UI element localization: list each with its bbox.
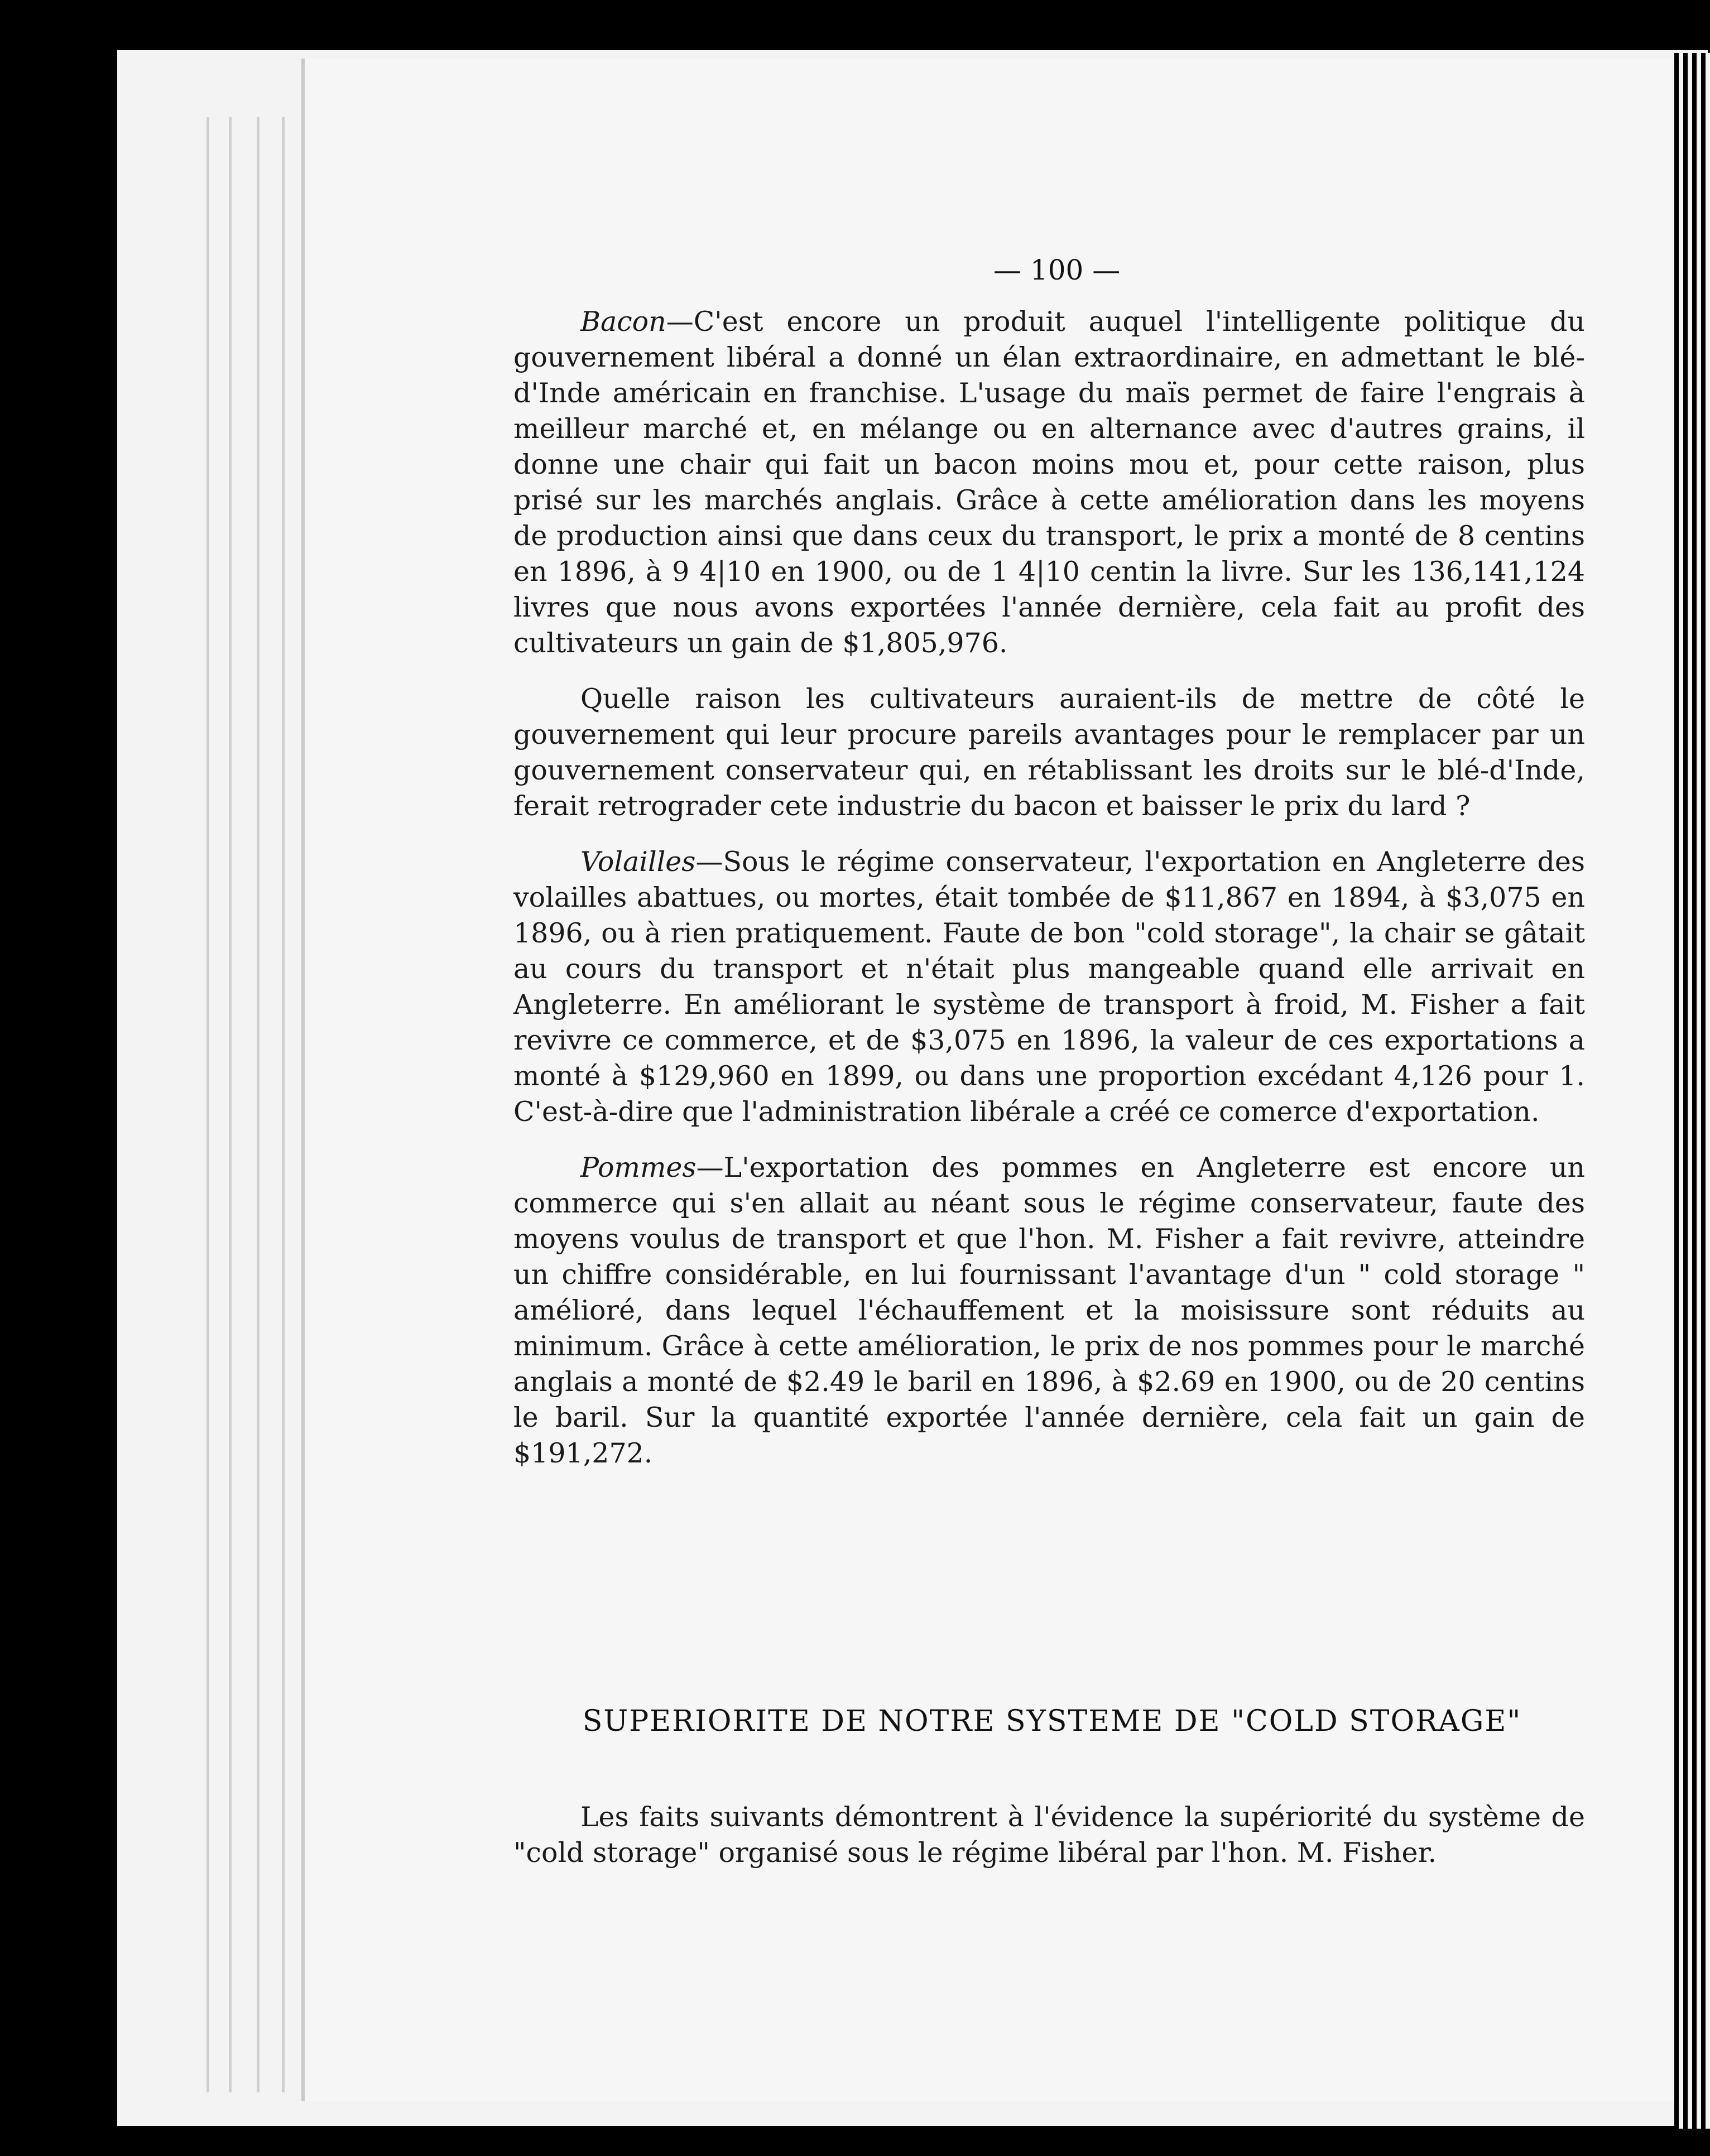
paragraph-closing: Les faits suivants démontrent à l'évidence la supériorité du système de "cold storage" organisé sous le régime libéral par l'hon. M. Fisher. [513, 1801, 1585, 1869]
binding-edge [1674, 53, 1710, 2129]
paragraph-lead: Bacon [580, 306, 666, 338]
closing-text [513, 1799, 1585, 1871]
paragraph-lead: Volailles [580, 846, 696, 878]
page-edge [229, 117, 232, 2092]
paragraph-pommes [513, 1150, 1585, 1471]
paragraph-volailles [513, 844, 1585, 1130]
paragraph-text: —L'exportation des pommes en Angleterre est encore un commerce qui s'en allait au néant sous le régime conservateur, faute des moyens voulus de transport et que l'hon. M. Fisher a fait revivre, atteindre un chiffre considérable, en lui fournissant l'avantage d'un " cold storage " amélioré, dans lequel l'échauffement et la moisissure sont réduits au minimum. Grâce à cette amélioration, le prix de nos pommes pour le marché anglais a monté de $2.49 le baril en 1896, à $2.69 en 1900, ou de 20 centins le baril. Sur la quantité exportée l'année dernière, cela fait un gain de $191,272. [513, 1152, 1585, 1469]
page-edge [206, 117, 209, 2092]
page-edge [257, 117, 260, 2092]
paragraph-bacon [513, 304, 1585, 661]
section-heading: SUPERIORITE DE NOTRE SYSTEME DE "COLD STORAGE" [582, 1705, 1522, 1738]
page-number: — 100 — [993, 254, 1121, 286]
page-edge [282, 117, 285, 2092]
paragraph-text: Quelle raison les cultivateurs auraient-ils de mettre de côté le gouvernement qui leur procure pareils avantages pour le remplacer par un gouvernement conservateur qui, en rétablissant les droits sur le blé-d'Inde, ferait retrograder cete industrie du bacon et baisser le prix du lard ? [513, 683, 1585, 822]
paragraph-question [513, 681, 1585, 824]
paragraph-lead: Pommes [580, 1152, 697, 1183]
body-text [513, 304, 1585, 1491]
paragraph-text: —Sous le régime conservateur, l'exportation en Angleterre des volailles abattues, ou mortes, était tombée de $11,867 en 1894, à $3,075 en 1896, ou à rien pratiquement. Faute de bon "cold storage", la chair se gâtait au cours du transport et n'était plus mangeable quand elle arrivait en Angleterre. En améliorant le système de transport à froid, M. Fisher a fait revivre ce commerce, et de $3,075 en 1896, la valeur de ces exportations a monté à $129,960 en 1899, ou dans une proportion excédant 4,126 pour 1. C'est-à-dire que l'administration libérale a créé ce comerce d'exportation. [513, 846, 1585, 1128]
paragraph-text: —C'est encore un produit auquel l'intelligente politique du gouvernement libéral a donné un élan extraordinaire, en admettant le blé-d'Inde américain en franchise. L'usage du maïs permet de faire l'engrais à meilleur marché et, en mélange ou en alternance avec d'autres grains, il donne une chair qui fait un bacon moins mou et, pour cette raison, plus prisé sur les marchés anglais. Grâce à cette amélioration dans les moyens de production ainsi que dans ceux du transport, le prix a monté de 8 centins en 1896, à 9 4|10 en 1900, ou de 1 4|10 centin la livre. Sur les 136,141,124 livres que nous avons exportées l'année dernière, cela fait au profit des cultivateurs un gain de $1,805,976. [513, 306, 1585, 659]
